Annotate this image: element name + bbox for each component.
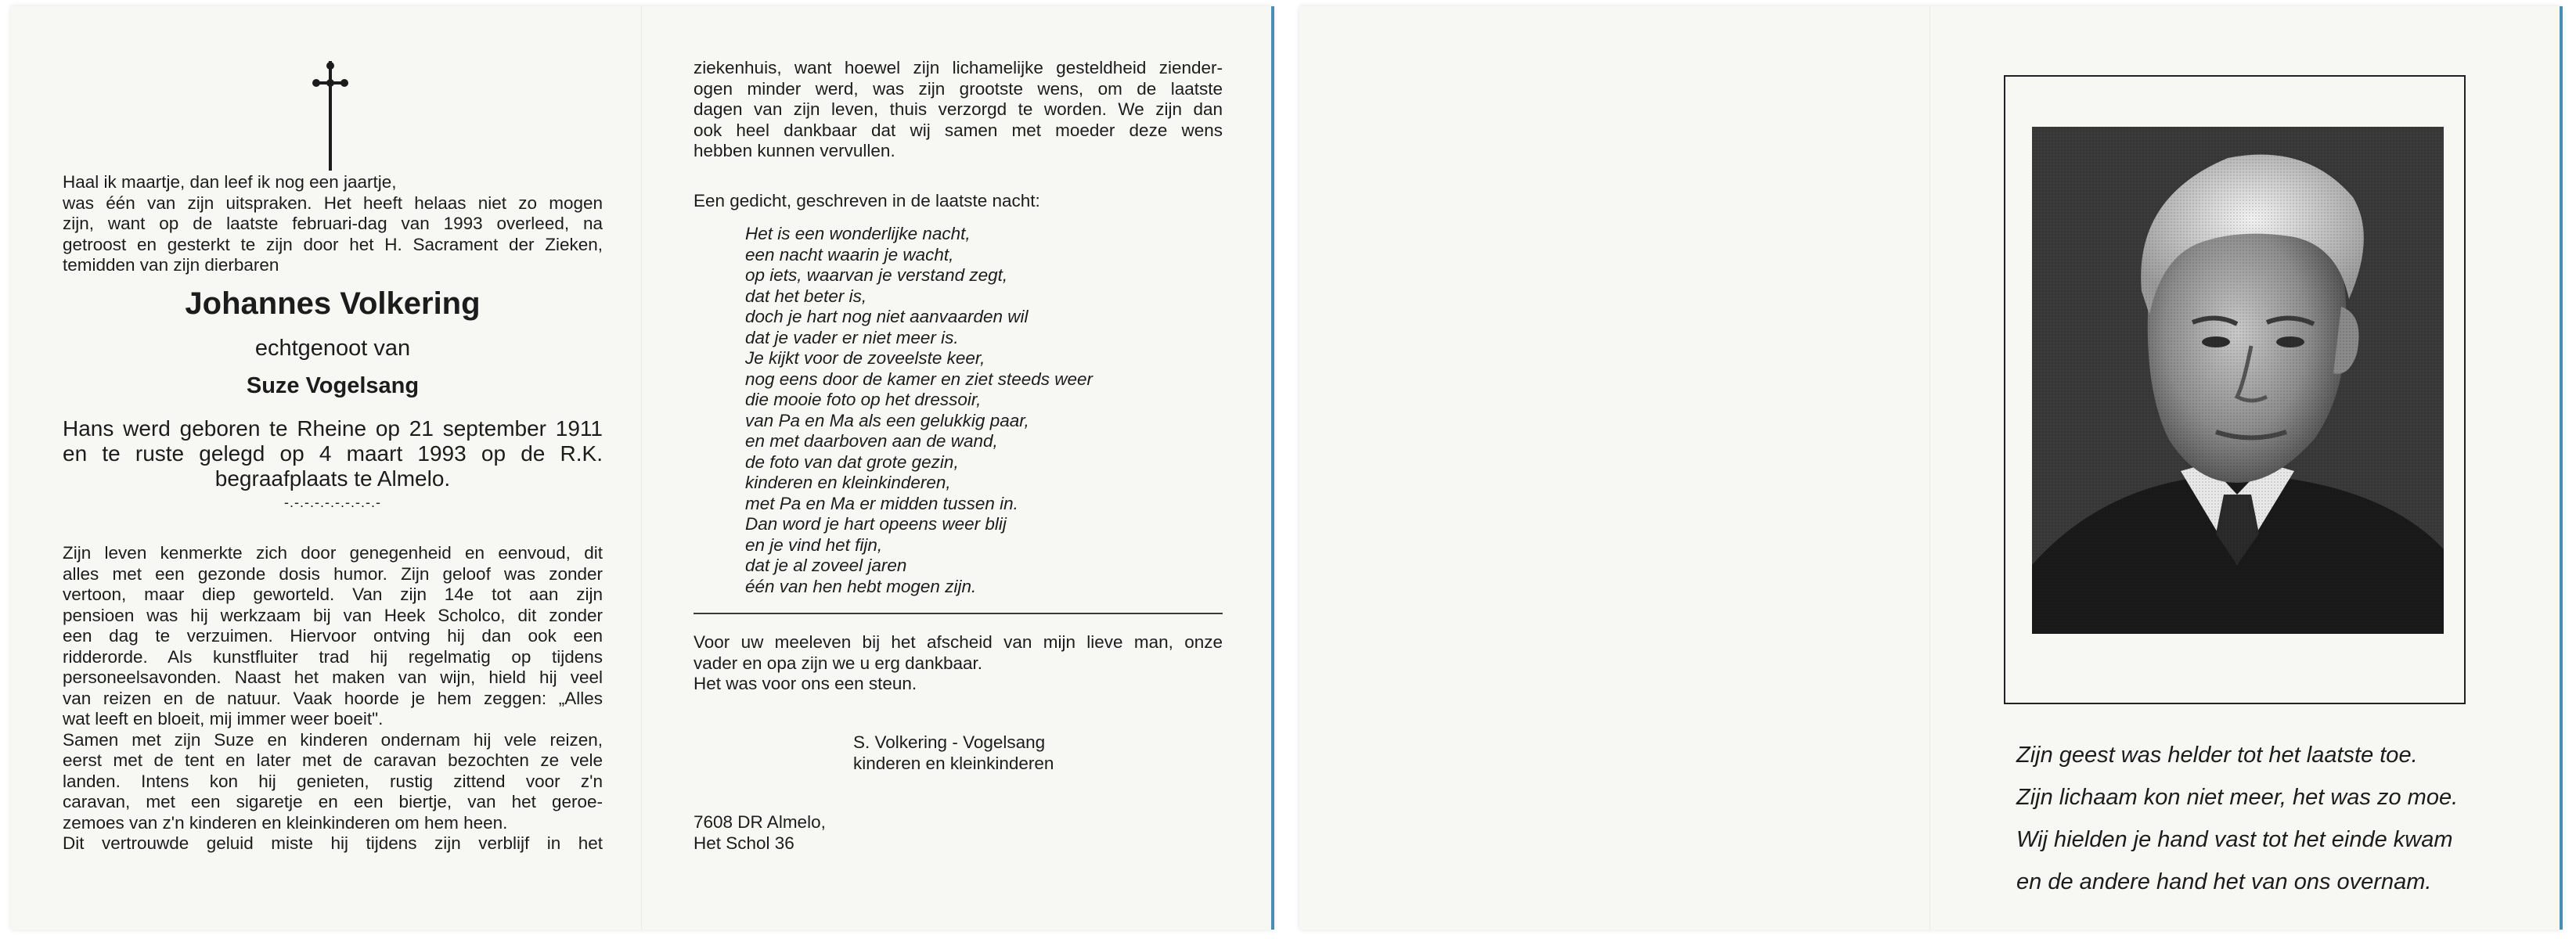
- bio-line: zemoes van z'n kinderen en kleinkinderen om hem heen.: [63, 812, 508, 833]
- card-edge: [1271, 6, 1274, 930]
- poem-line: van Pa en Ma als een gelukkig paar,: [745, 410, 1029, 430]
- quote-line: Zijn lichaam kon niet meer, het was zo moe.: [2016, 785, 2459, 810]
- poem-line: Dan word je hart opeens weer blij: [745, 514, 1007, 534]
- bio-line: van reizen en de natuur. Vaak hoorde je hem zeggen: „Alles: [63, 688, 603, 708]
- continuation-line: hebben kunnen vervullen.: [694, 141, 895, 160]
- intro-line: temidden van zijn dierbaren: [63, 255, 279, 275]
- continuation-line: dagen van zijn leven, thuis verzorgd te worden. We zijn dan: [694, 99, 1223, 119]
- thanks-text: [694, 632, 1223, 695]
- signature-line: kinderen en kleinkinderen: [853, 753, 1054, 773]
- poem-intro: Een gedicht, geschreven in de laatste nacht:: [694, 191, 1040, 210]
- poem-line: die mooie foto op het dressoir,: [745, 390, 982, 409]
- intro-line: zijn, want op de laatste februari-dag van 1993 overleed, na: [63, 214, 603, 233]
- continuation-line: ook heel dankbaar dat wij samen met moeder deze wens: [694, 120, 1223, 140]
- bio-line: wat leeft en bloeit, mij immer weer boeit".: [63, 709, 384, 729]
- quote-line: Zijn geest was helder tot het laatste toe.: [2016, 743, 2418, 768]
- card-edge: [2560, 6, 2563, 930]
- portrait-illustration: [2032, 127, 2444, 634]
- intro-line: getroost en gesterkt te zijn door het H. Sacrament der Zieken,: [63, 234, 603, 254]
- thanks-line: Het was voor ons een steun.: [694, 674, 917, 693]
- portrait-photo: [2032, 127, 2444, 634]
- divider: -.-.-.-.-.-.-.-.-.-: [284, 495, 381, 510]
- poem-line: Het is een wonderlijke nacht,: [745, 224, 971, 243]
- poem-line: één van hen hebt mogen zijn.: [745, 576, 977, 596]
- panel-portrait: [1930, 6, 2561, 930]
- poem-line: en met daarboven aan de wand,: [745, 431, 998, 451]
- quote-line: Wij hielden je hand vast tot het einde kwam: [2016, 827, 2453, 852]
- bio-line: landen. Intens kon hij genieten, rustig zittend voor z'n: [63, 771, 603, 791]
- bio-line: een dag te verzuimen. Hiervoor ontving hij dan ook een: [63, 626, 603, 646]
- address: [694, 812, 826, 854]
- poem-line: doch je hart nog niet aanvaarden wil: [745, 307, 1029, 326]
- poem-line: en je vind het fijn,: [745, 534, 883, 555]
- bio-line: alles met een gezonde dosis humor. Zijn geloof was zonder: [63, 563, 603, 584]
- poem-line: dat je al zoveel jaren: [745, 556, 907, 575]
- birth-line: begraafplaats te Almelo.: [214, 466, 451, 491]
- thanks-line: vader en opa zijn we u erg dankbaar.: [694, 653, 982, 673]
- poem-line: dat je vader er niet meer is.: [745, 327, 959, 347]
- poem-line: met Pa en Ma er midden tussen in.: [745, 493, 1018, 513]
- birth-line: Hans werd geboren te Rheine op 21 september 1911: [63, 416, 603, 441]
- intro-text: [63, 172, 603, 276]
- quote-line: en de andere hand het van ons overnam.: [2016, 869, 2432, 894]
- deceased-name: Johannes Volkering: [185, 286, 481, 321]
- panel-obituary: [11, 6, 642, 930]
- continuation-line: ziekenhuis, want hoewel zijn lichamelijke gesteldheid ziender-: [694, 58, 1223, 77]
- poem-line: een nacht waarin je wacht,: [745, 244, 954, 264]
- bio-line: ridderorde. Als kunstfluiter trad hij regelmatig op tijdens: [63, 646, 603, 667]
- cross-icon: [307, 61, 354, 171]
- poem-line: dat het beter is,: [745, 286, 867, 306]
- poem-line: de foto van dat grote gezin,: [745, 452, 959, 472]
- memorial-quote: [2016, 734, 2458, 903]
- panel-poem: [642, 6, 1273, 930]
- horizontal-rule: [694, 613, 1223, 614]
- signature: [853, 732, 1054, 774]
- poem-line: kinderen en kleinkinderen,: [745, 473, 951, 492]
- bio-line: Dit vertrouwde geluid miste hij tijdens zijn verblijf in het: [63, 833, 603, 853]
- intro-line: was één van zijn uitspraken. Het heeft helaas niet zo mogen: [63, 192, 603, 213]
- bio-line: Samen met zijn Suze en kinderen ondernam hij vele reizen,: [63, 729, 603, 750]
- right-card: [1299, 6, 2561, 930]
- bio-line: caravan, met een sigaretje en een biertje, van het geroe-: [63, 792, 603, 811]
- intro-line: Haal ik maartje, dan leef ik nog een jaartje,: [63, 172, 397, 192]
- photo-frame: [2004, 75, 2466, 704]
- poem-line: Je kijkt voor de zoveelste keer,: [745, 348, 985, 368]
- signature-line: S. Volkering - Vogelsang: [853, 732, 1046, 752]
- bio-line: personeelsavonden. Naast het maken van wijn, hield hij veel: [63, 667, 603, 687]
- address-line: 7608 DR Almelo,: [694, 812, 826, 832]
- address-line: Het Schol 36: [694, 833, 794, 853]
- continuation-line: ogen minder werd, was zijn grootste wens, om de laatste: [694, 78, 1223, 99]
- bio-line: Zijn leven kenmerkte zich door genegenheid en eenvoud, dit: [63, 543, 603, 563]
- continuation-text: [694, 58, 1223, 162]
- bio-line: vertoon, maar diep geworteld. Van zijn 14e tot aan zijn: [63, 585, 603, 604]
- panel-blank: [1299, 6, 1930, 930]
- left-card: [11, 6, 1273, 930]
- birth-line: en te ruste gelegd op 4 maart 1993 op de R.K.: [63, 441, 603, 466]
- birth-text: [63, 416, 603, 491]
- bio-line: eerst met de tent en later met de caravan bezochten ze vele: [63, 750, 603, 770]
- spouse-label: echtgenoot van: [254, 336, 411, 361]
- poem-line: nog eens door de kamer en ziet steeds weer: [745, 369, 1093, 389]
- poem: [745, 224, 1093, 597]
- bio-text: [63, 543, 603, 854]
- thanks-line: Voor uw meeleven bij het afscheid van mijn lieve man, onze: [694, 632, 1223, 652]
- bio-line: pensioen was hij werkzaam bij van Heek Scholco, dit zonder: [63, 605, 603, 625]
- spouse-name: Suze Vogelsang: [246, 373, 420, 398]
- poem-line: op iets, waarvan je verstand zegt,: [745, 265, 1008, 285]
